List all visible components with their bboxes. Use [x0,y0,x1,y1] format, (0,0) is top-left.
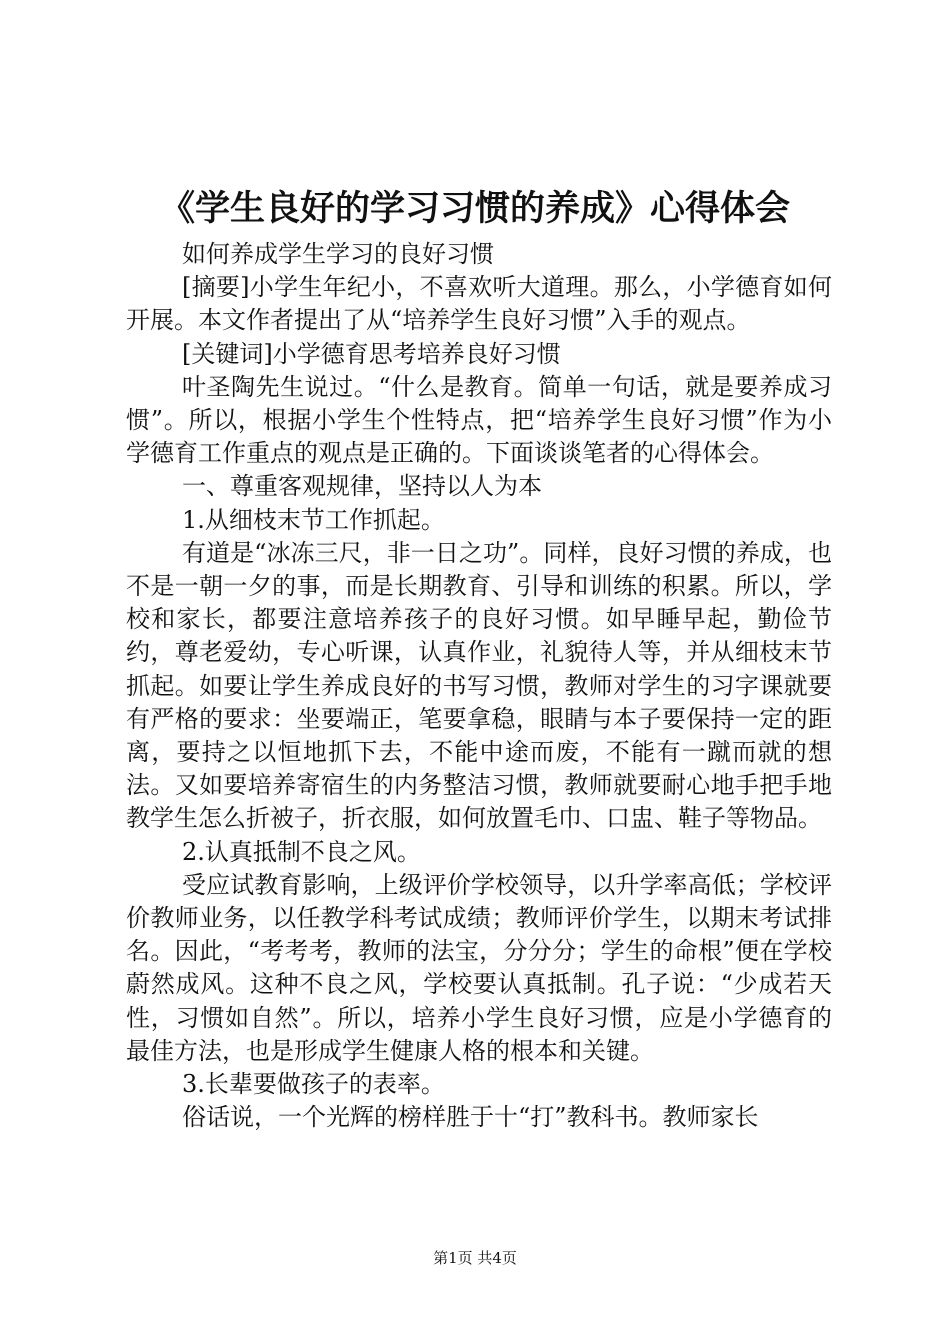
page-number-footer: 第1页 共4页 [433,1249,517,1267]
abstract-paragraph: [摘要]小学生年纪小，不喜欢听大道理。那么，小学德育如何开展。本文作者提出了从“培养学生良好习惯”入手的观点。 [126,273,832,335]
subsection-heading: 1.从细枝末节工作抓起。 [182,505,445,534]
document-title: 《学生良好的学习习惯的养成》心得体会 [159,188,790,229]
body-paragraph: 有道是“冰冻三尺，非一日之功”。同样，良好习惯的养成，也不是一朝一夕的事，而是长期教育、引导和训练的积累。所以，学校和家长，都要注意培养孩子的良好习惯。如早睡早起，勤俭节约，尊老爱幼，专心听课，认真作业，礼貌待人等，并从细枝末节抓起。如要让学生养成良好的书写习惯，教师对学生的习字课就要有严格的要求：坐要端正，笔要拿稳，眼睛与本子要保持一定的距离，要持之以恒地抓下去，不能中途而废，不能有一蹴而就的想法。又如要培养寄宿生的内务整洁习惯，教师就要耐心地手把手地教学生怎么折被子，折衣服，如何放置毛巾、口盅、鞋子等物品。 [126,538,832,833]
keywords-paragraph: [关键词]小学德育思考培养良好习惯 [182,339,561,368]
body-paragraph: 俗话说，一个光辉的榜样胜于十“打”教科书。教师家长 [182,1103,759,1132]
subsection-heading: 3.长辈要做孩子的表率。 [182,1070,445,1099]
document-body [126,238,832,1134]
section-heading: 一、尊重客观规律，坚持以人为本 [182,472,542,501]
subsection-heading: 2.认真抵制不良之风。 [182,837,421,866]
subtitle-paragraph: 如何养成学生学习的良好习惯 [182,240,494,268]
body-paragraph: 叶圣陶先生说过。“什么是教育。简单一句话，就是要养成习惯”。所以，根据小学生个性特点，把“培养学生良好习惯”作为小学德育工作重点的观点是正确的。下面谈谈笔者的心得体会。 [126,372,832,468]
body-paragraph: 受应试教育影响，上级评价学校领导，以升学率高低；学校评价教师业务，以任教学科考试成绩；教师评价学生，以期末考试排名。因此，“考考考，教师的法宝，分分分；学生的命根”便在学校蔚然成风。这种不良之风，学校要认真抵制。孔子说：“少成若天性，习惯如自然”。所以，培养小学生良好习惯，应是小学德育的最佳方法，也是形成学生健康人格的根本和关键。 [126,870,832,1065]
